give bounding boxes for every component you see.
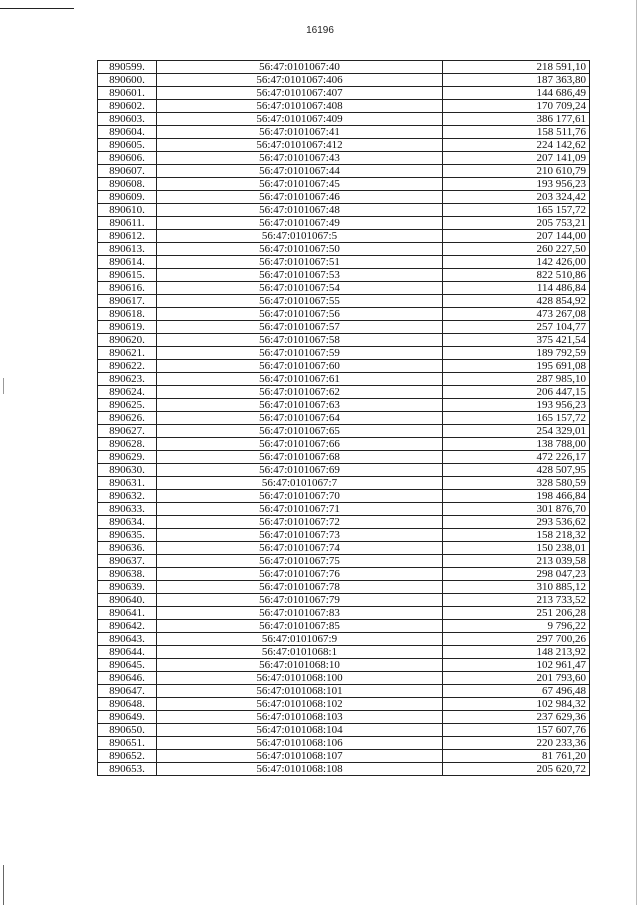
row-number: 890626. [98,412,157,425]
cadastral-value: 9 796,22 [443,620,590,633]
cadastral-value: 203 324,42 [443,191,590,204]
table-row [98,282,590,295]
row-number: 890630. [98,464,157,477]
cadastral-number: 56:47:0101067:9 [157,633,443,646]
cadastral-number: 56:47:0101067:79 [157,594,443,607]
row-number: 890615. [98,269,157,282]
cadastral-number: 56:47:0101068:104 [157,724,443,737]
cadastral-number: 56:47:0101067:48 [157,204,443,217]
table-row [98,425,590,438]
cadastral-number: 56:47:0101067:43 [157,152,443,165]
table-row [98,568,590,581]
row-number: 890621. [98,347,157,360]
cadastral-value: 213 039,58 [443,555,590,568]
table-row [98,516,590,529]
cadastral-number: 56:47:0101067:7 [157,477,443,490]
cadastral-value: 293 536,62 [443,516,590,529]
row-number: 890645. [98,659,157,672]
row-number: 890652. [98,750,157,763]
row-number: 890599. [98,61,157,74]
table-row [98,438,590,451]
table-row [98,594,590,607]
table-row [98,763,590,776]
cadastral-value: 148 213,92 [443,646,590,659]
cadastral-value: 67 496,48 [443,685,590,698]
row-number: 890642. [98,620,157,633]
cadastral-value: 201 793,60 [443,672,590,685]
table-row [98,152,590,165]
cadastral-value: 428 854,92 [443,295,590,308]
table-row [98,620,590,633]
table-row [98,633,590,646]
table-row [98,607,590,620]
cadastral-value: 165 157,72 [443,204,590,217]
cadastral-number: 56:47:0101067:60 [157,360,443,373]
row-number: 890616. [98,282,157,295]
cadastral-value: 210 610,79 [443,165,590,178]
cadastral-value: 102 984,32 [443,698,590,711]
cadastral-value-table [97,60,590,776]
table-row [98,672,590,685]
cadastral-value: 157 607,76 [443,724,590,737]
cadastral-value: 297 700,26 [443,633,590,646]
cadastral-number: 56:47:0101067:55 [157,295,443,308]
table-row [98,100,590,113]
cadastral-value: 310 885,12 [443,581,590,594]
cadastral-number: 56:47:0101068:107 [157,750,443,763]
row-number: 890624. [98,386,157,399]
table-row [98,334,590,347]
row-number: 890614. [98,256,157,269]
table-row [98,269,590,282]
cadastral-value: 198 466,84 [443,490,590,503]
table-row [98,490,590,503]
cadastral-value: 375 421,54 [443,334,590,347]
cadastral-number: 56:47:0101068:10 [157,659,443,672]
row-number: 890613. [98,243,157,256]
row-number: 890622. [98,360,157,373]
cadastral-value: 187 363,80 [443,74,590,87]
table-row [98,711,590,724]
row-number: 890607. [98,165,157,178]
row-number: 890629. [98,451,157,464]
cadastral-value: 251 206,28 [443,607,590,620]
row-number: 890628. [98,438,157,451]
cadastral-number: 56:47:0101068:1 [157,646,443,659]
cadastral-value: 260 227,50 [443,243,590,256]
cadastral-value: 207 144,00 [443,230,590,243]
row-number: 890609. [98,191,157,204]
cadastral-number: 56:47:0101067:68 [157,451,443,464]
cadastral-value: 138 788,00 [443,438,590,451]
row-number: 890641. [98,607,157,620]
cadastral-value: 224 142,62 [443,139,590,152]
margin-mark [3,865,4,905]
table-row [98,412,590,425]
cadastral-number: 56:47:0101067:50 [157,243,443,256]
table-row [98,399,590,412]
table-row [98,503,590,516]
cadastral-value: 205 620,72 [443,763,590,776]
table-row [98,126,590,139]
cadastral-number: 56:47:0101067:407 [157,87,443,100]
cadastral-value: 472 226,17 [443,451,590,464]
table-row [98,555,590,568]
row-number: 890636. [98,542,157,555]
cadastral-value: 207 141,09 [443,152,590,165]
cadastral-value: 328 580,59 [443,477,590,490]
cadastral-number: 56:47:0101068:108 [157,763,443,776]
row-number: 890620. [98,334,157,347]
row-number: 890640. [98,594,157,607]
table-row [98,581,590,594]
cadastral-number: 56:47:0101067:408 [157,100,443,113]
table-row [98,178,590,191]
cadastral-number: 56:47:0101067:57 [157,321,443,334]
table-row [98,542,590,555]
table-row [98,659,590,672]
table-row [98,204,590,217]
table-row [98,87,590,100]
cadastral-value: 206 447,15 [443,386,590,399]
cadastral-value: 237 629,36 [443,711,590,724]
cadastral-number: 56:47:0101067:51 [157,256,443,269]
cadastral-number: 56:47:0101068:106 [157,737,443,750]
row-number: 890650. [98,724,157,737]
table-row [98,191,590,204]
row-number: 890651. [98,737,157,750]
cadastral-number: 56:47:0101067:46 [157,191,443,204]
cadastral-value: 142 426,00 [443,256,590,269]
row-number: 890610. [98,204,157,217]
cadastral-number: 56:47:0101067:74 [157,542,443,555]
cadastral-number: 56:47:0101067:66 [157,438,443,451]
row-number: 890646. [98,672,157,685]
row-number: 890618. [98,308,157,321]
cadastral-value: 301 876,70 [443,503,590,516]
cadastral-number: 56:47:0101067:76 [157,568,443,581]
row-number: 890601. [98,87,157,100]
page-number: 16196 [306,25,334,36]
cadastral-number: 56:47:0101068:100 [157,672,443,685]
row-number: 890602. [98,100,157,113]
row-number: 890627. [98,425,157,438]
row-number: 890608. [98,178,157,191]
cadastral-number: 56:47:0101067:78 [157,581,443,594]
cadastral-value: 189 792,59 [443,347,590,360]
cadastral-value: 218 591,10 [443,61,590,74]
cadastral-number: 56:47:0101067:406 [157,74,443,87]
row-number: 890653. [98,763,157,776]
row-number: 890617. [98,295,157,308]
cadastral-value: 287 985,10 [443,373,590,386]
cadastral-number: 56:47:0101067:49 [157,217,443,230]
cadastral-number: 56:47:0101067:412 [157,139,443,152]
row-number: 890606. [98,152,157,165]
cadastral-value: 158 511,76 [443,126,590,139]
table-row [98,646,590,659]
row-number: 890632. [98,490,157,503]
cadastral-value: 193 956,23 [443,178,590,191]
table-row [98,724,590,737]
table-row [98,61,590,74]
cadastral-number: 56:47:0101067:5 [157,230,443,243]
cadastral-value: 220 233,36 [443,737,590,750]
cadastral-number: 56:47:0101067:61 [157,373,443,386]
table-row [98,139,590,152]
row-number: 890634. [98,516,157,529]
page-edge-line [636,0,637,905]
table-row [98,243,590,256]
table-row [98,308,590,321]
cadastral-number: 56:47:0101067:65 [157,425,443,438]
cadastral-number: 56:47:0101067:409 [157,113,443,126]
table-row [98,529,590,542]
row-number: 890611. [98,217,157,230]
table-row [98,373,590,386]
cadastral-value: 195 691,08 [443,360,590,373]
cadastral-value: 150 238,01 [443,542,590,555]
cadastral-number: 56:47:0101067:83 [157,607,443,620]
row-number: 890637. [98,555,157,568]
cadastral-value: 114 486,84 [443,282,590,295]
cadastral-number: 56:47:0101067:58 [157,334,443,347]
row-number: 890635. [98,529,157,542]
row-number: 890633. [98,503,157,516]
cadastral-number: 56:47:0101067:64 [157,412,443,425]
table-row [98,113,590,126]
table-row [98,74,590,87]
cadastral-number: 56:47:0101067:71 [157,503,443,516]
row-number: 890649. [98,711,157,724]
table-row [98,737,590,750]
cadastral-number: 56:47:0101067:63 [157,399,443,412]
table-row [98,360,590,373]
cadastral-value: 428 507,95 [443,464,590,477]
cadastral-number: 56:47:0101067:54 [157,282,443,295]
table-row [98,451,590,464]
table-row [98,685,590,698]
table-row [98,295,590,308]
cadastral-value: 257 104,77 [443,321,590,334]
row-number: 890600. [98,74,157,87]
cadastral-value: 473 267,08 [443,308,590,321]
cadastral-number: 56:47:0101067:73 [157,529,443,542]
cadastral-number: 56:47:0101068:101 [157,685,443,698]
row-number: 890625. [98,399,157,412]
row-number: 890638. [98,568,157,581]
table-row [98,321,590,334]
cadastral-number: 56:47:0101067:70 [157,490,443,503]
header-rule [0,8,74,9]
cadastral-number: 56:47:0101067:62 [157,386,443,399]
row-number: 890605. [98,139,157,152]
row-number: 890643. [98,633,157,646]
cadastral-value: 213 733,52 [443,594,590,607]
table-row [98,464,590,477]
row-number: 890612. [98,230,157,243]
cadastral-value: 81 761,20 [443,750,590,763]
cadastral-value: 170 709,24 [443,100,590,113]
row-number: 890644. [98,646,157,659]
table-row [98,230,590,243]
cadastral-number: 56:47:0101067:44 [157,165,443,178]
table-row [98,165,590,178]
cadastral-value: 158 218,32 [443,529,590,542]
cadastral-number: 56:47:0101067:85 [157,620,443,633]
cadastral-number: 56:47:0101067:72 [157,516,443,529]
cadastral-number: 56:47:0101067:69 [157,464,443,477]
cadastral-number: 56:47:0101067:75 [157,555,443,568]
table-row [98,750,590,763]
cadastral-number: 56:47:0101067:53 [157,269,443,282]
cadastral-number: 56:47:0101068:102 [157,698,443,711]
cadastral-number: 56:47:0101067:59 [157,347,443,360]
row-number: 890648. [98,698,157,711]
cadastral-value: 298 047,23 [443,568,590,581]
margin-mark [3,378,4,394]
table-row [98,477,590,490]
cadastral-value: 193 956,23 [443,399,590,412]
row-number: 890603. [98,113,157,126]
cadastral-number: 56:47:0101067:45 [157,178,443,191]
table-row [98,217,590,230]
table-row [98,386,590,399]
cadastral-value: 144 686,49 [443,87,590,100]
cadastral-value: 165 157,72 [443,412,590,425]
cadastral-value: 102 961,47 [443,659,590,672]
row-number: 890631. [98,477,157,490]
row-number: 890623. [98,373,157,386]
table-row [98,347,590,360]
row-number: 890647. [98,685,157,698]
table-row [98,256,590,269]
cadastral-number: 56:47:0101068:103 [157,711,443,724]
cadastral-number: 56:47:0101067:41 [157,126,443,139]
cadastral-number: 56:47:0101067:40 [157,61,443,74]
row-number: 890619. [98,321,157,334]
cadastral-value: 254 329,01 [443,425,590,438]
row-number: 890639. [98,581,157,594]
cadastral-value: 822 510,86 [443,269,590,282]
row-number: 890604. [98,126,157,139]
cadastral-number: 56:47:0101067:56 [157,308,443,321]
cadastral-value: 205 753,21 [443,217,590,230]
table-row [98,698,590,711]
cadastral-value: 386 177,61 [443,113,590,126]
